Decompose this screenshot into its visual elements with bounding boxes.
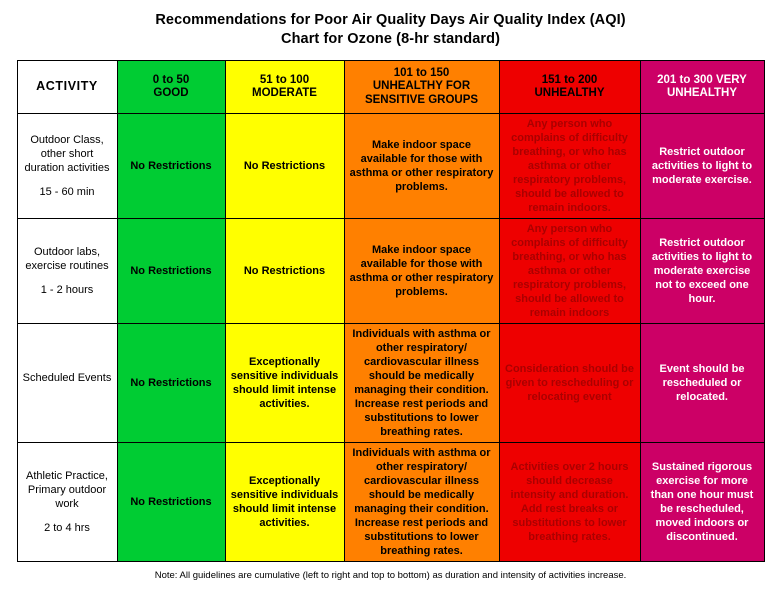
cell-moderate: Exceptionally sensitive individuals should limit intense activities. xyxy=(225,324,344,443)
column-header-good-range: 0 to 50 xyxy=(152,73,190,86)
row-activity-cell xyxy=(17,219,117,324)
column-header-unhealthy-label: UNHEALTHY xyxy=(534,87,605,99)
cell-very-unhealthy: Restrict outdoor activities to light to moderate exercise not to exceed one hour. xyxy=(640,219,764,324)
column-header-moderate xyxy=(225,61,344,114)
column-header-very-label: UNHEALTHY xyxy=(666,87,738,99)
activity-name: Athletic Practice, Primary outdoor work xyxy=(26,470,108,510)
column-header-very-range: 201 to 300 VERY xyxy=(657,73,747,86)
cell-good: No Restrictions xyxy=(117,219,225,324)
activity-duration: 15 - 60 min xyxy=(39,186,95,198)
column-header-good xyxy=(117,61,225,114)
footnote: Note: All guidelines are cumulative (left to right and top to bottom) as duration and intensity of activities increase. xyxy=(154,570,627,581)
cell-moderate: No Restrictions xyxy=(225,114,344,219)
cell-moderate: Exceptionally sensitive individuals should limit intense activities. xyxy=(225,443,344,562)
cell-unhealthy: Any person who complains of difficulty breathing, or who has asthma or other respiratory problems, should be allowed to remain indoors. xyxy=(499,114,640,219)
cell-good: No Restrictions xyxy=(117,443,225,562)
activity-name: Outdoor labs, exercise routines xyxy=(25,246,109,272)
table-row xyxy=(17,443,764,562)
column-header-unhealthy xyxy=(499,61,640,114)
aqi-table xyxy=(17,60,765,562)
page-title xyxy=(0,0,781,49)
cell-unhealthy-sensitive: Individuals with asthma or other respiratory/ cardiovascular illness should be medically managing their condition. Increase rest periods and substitutions to lower breathing rates. xyxy=(344,443,499,562)
column-header-activity: ACTIVITY xyxy=(17,61,117,114)
table-row xyxy=(17,219,764,324)
row-activity-cell xyxy=(17,443,117,562)
row-activity-cell xyxy=(17,114,117,219)
cell-unhealthy-sensitive: Individuals with asthma or other respiratory/ cardiovascular illness should be medically managing their condition. Increase rest periods and substitutions to lower breathing rates. xyxy=(344,324,499,443)
cell-very-unhealthy: Event should be rescheduled or relocated. xyxy=(640,324,764,443)
column-header-usg-label-2: SENSITIVE GROUPS xyxy=(364,93,479,106)
column-header-usg-range: 101 to 150 xyxy=(393,66,450,79)
cell-unhealthy-sensitive: Make indoor space available for those with asthma or other respiratory problems. xyxy=(344,114,499,219)
cell-unhealthy-sensitive: Make indoor space available for those with asthma or other respiratory problems. xyxy=(344,219,499,324)
activity-name: Outdoor Class, other short duration activities xyxy=(24,134,110,174)
column-header-unhealthy-sensitive xyxy=(344,61,499,114)
activity-duration: 2 to 4 hrs xyxy=(44,522,90,534)
cell-very-unhealthy: Restrict outdoor activities to light to moderate exercise. xyxy=(640,114,764,219)
cell-unhealthy: Any person who complains of difficulty breathing, or who has asthma or other respiratory problems, should be allowed to remain indoors xyxy=(499,219,640,324)
column-header-unhealthy-range: 151 to 200 xyxy=(541,73,598,86)
table-row xyxy=(17,324,764,443)
cell-moderate: No Restrictions xyxy=(225,219,344,324)
activity-name: Scheduled Events xyxy=(22,372,112,384)
column-header-very-unhealthy xyxy=(640,61,764,114)
title-line-1: Recommendations for Poor Air Quality Days Air Quality Index (AQI) xyxy=(155,12,626,28)
column-header-usg-label-1: UNHEALTHY FOR xyxy=(372,80,471,93)
cell-unhealthy: Consideration should be given to rescheduling or relocating event xyxy=(499,324,640,443)
table-row xyxy=(17,114,764,219)
column-header-moderate-label: MODERATE xyxy=(252,87,317,99)
cell-unhealthy: Activities over 2 hours should decrease intensity and duration. Add rest breaks or substitutions to lower breathing rates. xyxy=(499,443,640,562)
title-line-2: Chart for Ozone (8-hr standard) xyxy=(281,31,500,47)
cell-very-unhealthy: Sustained rigorous exercise for more than one hour must be rescheduled, moved indoors or discontinued. xyxy=(640,443,764,562)
row-activity-cell xyxy=(17,324,117,443)
table-header-row xyxy=(17,61,764,114)
activity-duration: 1 - 2 hours xyxy=(40,284,94,296)
cell-good: No Restrictions xyxy=(117,114,225,219)
column-header-good-label: GOOD xyxy=(153,87,189,99)
cell-good: No Restrictions xyxy=(117,324,225,443)
column-header-moderate-range: 51 to 100 xyxy=(259,73,310,86)
